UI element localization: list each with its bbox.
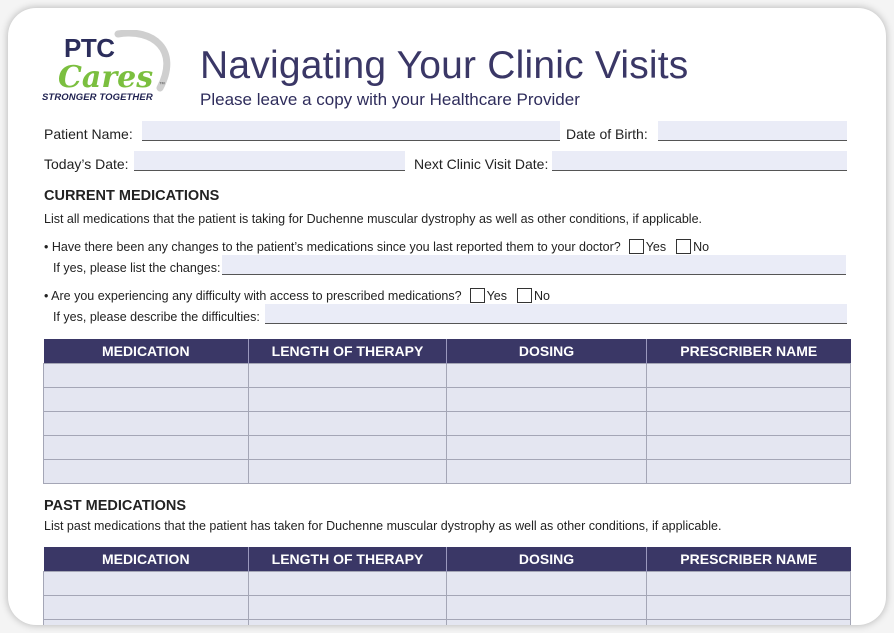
table-cell[interactable]: [44, 435, 249, 459]
access-no-label: No: [533, 288, 550, 303]
past-medications-table: [43, 547, 851, 625]
table-cell[interactable]: [44, 595, 249, 619]
table-row: [44, 411, 851, 435]
changes-no-checkbox[interactable]: [676, 239, 691, 254]
table-cell[interactable]: [44, 571, 249, 595]
access-followup-label: If yes, please describe the difficulties:: [53, 310, 260, 324]
logo-tagline: STRONGER TOGETHER: [42, 92, 153, 103]
changes-followup-field[interactable]: [222, 255, 846, 275]
question-medication-access-text: • Are you experiencing any difficulty with access to prescribed medications?: [44, 288, 462, 303]
table-cell[interactable]: [647, 411, 851, 435]
table-cell[interactable]: [647, 619, 851, 625]
column-header-medication: MEDICATION: [44, 547, 249, 571]
table-cell[interactable]: [44, 411, 249, 435]
table-cell[interactable]: [249, 363, 447, 387]
table-cell[interactable]: [447, 387, 647, 411]
table-cell[interactable]: [447, 411, 647, 435]
changes-followup-label: If yes, please list the changes:: [53, 261, 221, 275]
logo-brand: PTC: [64, 33, 115, 63]
column-header-medication: MEDICATION: [44, 339, 249, 363]
page-subtitle: Please leave a copy with your Healthcare Provider: [200, 90, 580, 109]
patient-name-field[interactable]: [142, 121, 560, 141]
table-row: [44, 435, 851, 459]
current-medications-heading: CURRENT MEDICATIONS: [44, 188, 220, 204]
todays-date-field[interactable]: [134, 151, 405, 171]
table-row: [44, 595, 851, 619]
table-cell[interactable]: [44, 387, 249, 411]
logo-trademark: ™: [159, 82, 165, 88]
table-cell[interactable]: [249, 387, 447, 411]
column-header-prescriber-name: PRESCRIBER NAME: [647, 547, 851, 571]
access-yes-label: Yes: [486, 288, 507, 303]
table-cell[interactable]: [647, 363, 851, 387]
table-cell[interactable]: [44, 459, 249, 483]
table-cell[interactable]: [249, 411, 447, 435]
table-row: [44, 459, 851, 483]
form-page: [8, 8, 886, 625]
table-cell[interactable]: [44, 619, 249, 625]
table-row: [44, 619, 851, 625]
dob-field[interactable]: [658, 121, 847, 141]
table-cell[interactable]: [447, 619, 647, 625]
table-cell[interactable]: [447, 363, 647, 387]
table-row: [44, 387, 851, 411]
table-cell[interactable]: [447, 435, 647, 459]
changes-no-label: No: [693, 239, 710, 254]
todays-date-label: Today’s Date:: [44, 156, 129, 172]
column-header-dosing: DOSING: [447, 547, 647, 571]
current-medications-description: List all medications that the patient is taking for Duchenne muscular dystrophy as well as other conditions, if applicable.: [44, 212, 702, 226]
table-cell[interactable]: [249, 435, 447, 459]
changes-yes-checkbox[interactable]: [629, 239, 644, 254]
access-yes-checkbox[interactable]: [470, 288, 485, 303]
past-medications-description: List past medications that the patient has taken for Duchenne muscular dystrophy as well as other conditions, if applicable.: [44, 519, 722, 533]
patient-name-label: Patient Name:: [44, 126, 133, 142]
table-cell[interactable]: [647, 387, 851, 411]
table-cell[interactable]: [249, 619, 447, 625]
table-header-row: [44, 547, 851, 571]
next-visit-field[interactable]: [552, 151, 847, 171]
column-header-prescriber-name: PRESCRIBER NAME: [647, 339, 851, 363]
page-title: Navigating Your Clinic Visits: [200, 44, 689, 87]
table-row: [44, 363, 851, 387]
table-cell[interactable]: [447, 595, 647, 619]
table-cell[interactable]: [447, 459, 647, 483]
table-cell[interactable]: [249, 459, 447, 483]
ptc-cares-logo: [42, 30, 182, 120]
next-visit-label: Next Clinic Visit Date:: [414, 156, 549, 172]
table-row: [44, 571, 851, 595]
changes-yes-label: Yes: [645, 239, 667, 254]
column-header-length-of-therapy: LENGTH OF THERAPY: [249, 547, 447, 571]
current-medications-table: [43, 339, 851, 484]
table-cell[interactable]: [447, 571, 647, 595]
table-cell[interactable]: [249, 571, 447, 595]
access-followup-field[interactable]: [265, 304, 847, 324]
dob-label: Date of Birth:: [566, 126, 648, 142]
table-cell[interactable]: [44, 363, 249, 387]
table-cell[interactable]: [647, 459, 851, 483]
access-no-checkbox[interactable]: [517, 288, 532, 303]
question-medication-changes-text: • Have there been any changes to the patient’s medications since you last reported them to your doctor?: [44, 239, 621, 254]
question-medication-access: [44, 288, 552, 303]
table-cell[interactable]: [647, 571, 851, 595]
column-header-length-of-therapy: LENGTH OF THERAPY: [249, 339, 447, 363]
table-header-row: [44, 339, 851, 363]
column-header-dosing: DOSING: [447, 339, 647, 363]
logo-product: Cares: [58, 60, 154, 95]
past-medications-heading: PAST MEDICATIONS: [44, 498, 187, 514]
table-cell[interactable]: [647, 595, 851, 619]
table-cell[interactable]: [249, 595, 447, 619]
table-cell[interactable]: [647, 435, 851, 459]
question-medication-changes: [44, 239, 711, 254]
